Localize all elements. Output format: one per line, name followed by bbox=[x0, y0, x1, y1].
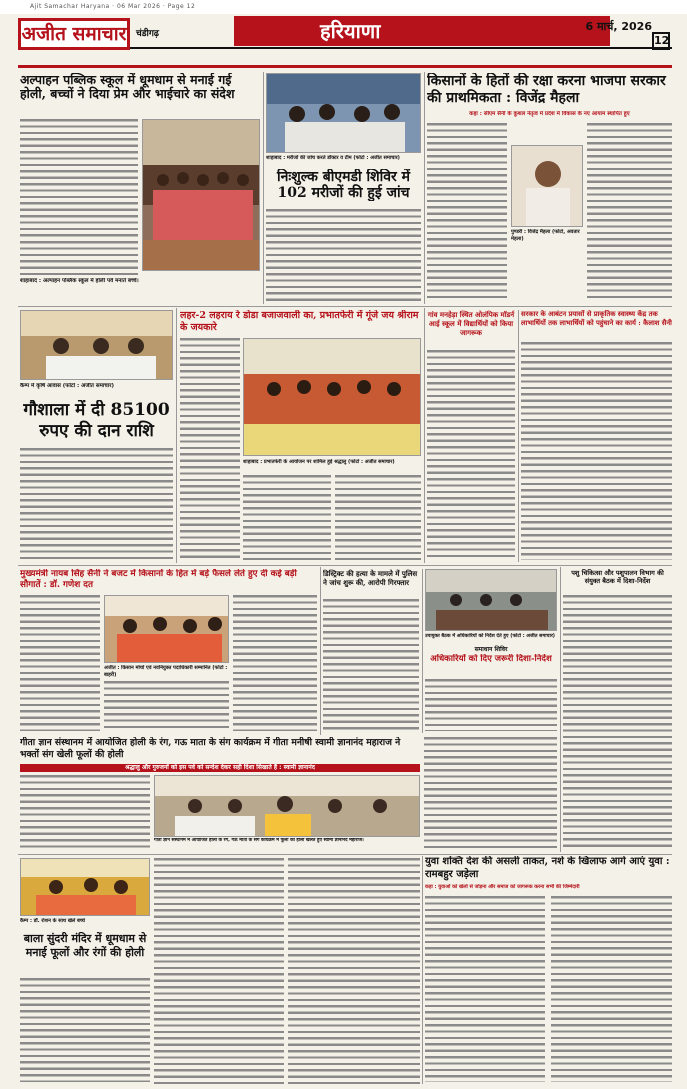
article-text bbox=[20, 978, 150, 1082]
headline: युवा शक्ति देश की असली ताकत, नशे के खिलाफ आगे आएं युवा : रामबहुर जड़ेला bbox=[425, 856, 670, 880]
headline: डिस्ट्रिक्ट की हत्या के मामले में पुलिस ने जांच शुरू की, आरोपी गिरफ्तार bbox=[323, 569, 418, 587]
photo bbox=[511, 145, 583, 227]
photo-caption: कैम्प : डॉ. रोशन के साथ खेले बच्चे bbox=[20, 918, 85, 924]
article-text bbox=[233, 595, 317, 731]
procession-photo bbox=[244, 339, 421, 456]
story-veterinary-meeting bbox=[563, 569, 672, 852]
story-prabhatpheri bbox=[180, 310, 421, 562]
story-school-awareness bbox=[427, 310, 515, 562]
story-vijender-mehla bbox=[427, 73, 672, 303]
page-number: 12 bbox=[652, 32, 670, 50]
masthead-rule bbox=[130, 47, 672, 49]
article-text bbox=[243, 475, 331, 560]
masthead bbox=[18, 16, 672, 68]
column-divider bbox=[518, 310, 519, 562]
column-divider bbox=[560, 567, 561, 852]
row-divider bbox=[18, 565, 672, 566]
photo bbox=[243, 338, 421, 456]
headline: सरकार के आबंटन प्रयासों से प्राकृतिक स्वास्थ्य केंद्र तक लाभार्थियों तक लाभार्थियों को पहुंचाने का कार्य : कैलाश सैनी bbox=[521, 310, 672, 327]
article-text bbox=[154, 858, 284, 1084]
photo bbox=[142, 119, 260, 271]
headline: निःशुल्क बीएमडी शिविर में 102 मरीजों की हुई जांच bbox=[277, 169, 410, 201]
row-divider bbox=[18, 306, 672, 307]
column-divider bbox=[422, 569, 423, 733]
photo-caption: शाहाबाद : मरीजों की जांच करते डॉक्टर व टीम (फोटो : अजीत समाचार) bbox=[266, 155, 400, 161]
article-text bbox=[424, 737, 557, 850]
column-divider bbox=[176, 308, 177, 563]
photo-caption: उपायुक्त बैठक में अधिकारियों को निर्देश देते हुए (फोटो : अजीत समाचार) bbox=[425, 634, 555, 639]
story-banner: श्रद्धालु और गुरुजनों को इस पर्व को सन्देश देकर सही दिशा सिखाते हैं : स्वामी ज्ञानानंद bbox=[20, 764, 420, 772]
headline: अधिकारियों को दिए जरूरी दिशा-निर्देश bbox=[430, 654, 552, 664]
story-bmd-camp bbox=[266, 73, 421, 303]
issue-date: 6 मार्च, 2026 bbox=[585, 20, 652, 33]
story-kailash-saini bbox=[521, 310, 672, 562]
article-text bbox=[266, 209, 421, 301]
article-text bbox=[427, 350, 515, 560]
story-school-holi bbox=[20, 73, 260, 303]
story-police-case bbox=[323, 569, 419, 733]
photo-caption: कैम्प में कृषि आवास (फोटो : अजीत समाचार) bbox=[20, 383, 114, 389]
newspaper-logo: अजीत समाचार bbox=[18, 18, 130, 50]
article-text bbox=[335, 475, 421, 560]
article-text bbox=[20, 241, 138, 275]
students-photo bbox=[143, 120, 260, 271]
article-text bbox=[20, 119, 138, 239]
article-text bbox=[20, 595, 100, 731]
story-budget-farmers bbox=[20, 569, 317, 733]
headline: गांव मनहेड़ा स्थित ओलंपिक मॉडर्न आई स्कूल में विद्यार्थियों को किया जागरूक bbox=[427, 310, 515, 337]
subheadline: कहा : सीएम सैनी के कुशल नेतृत्व में प्रदेश में विकास के नए आयाम स्थापित हुए bbox=[469, 111, 630, 117]
doctors-photo bbox=[267, 74, 421, 153]
article-text bbox=[20, 775, 150, 850]
photo-caption: शाहाबाद : अल्पाहन पब्लिक स्कूल में होली पर्व मनाते बच्चे। bbox=[20, 278, 139, 284]
headline: अल्पाहन पब्लिक स्कूल में धूमधाम से मनाई गई होली, बच्चों ने दिया प्रेम और भाईचारे का संदेश bbox=[20, 73, 235, 101]
photo bbox=[266, 73, 421, 153]
print-info-strip: Ajit Samachar Haryana · 06 Mar 2026 · Page 12 bbox=[0, 0, 687, 14]
headline: किसानों के हितों की रक्षा करना भाजपा सरकार की प्राथमिकता : विजेंद्र मैहला bbox=[427, 73, 666, 106]
photo-caption: पुण्डरी : विजेंद्र मैहला (फोटो, अवतार मेहला) bbox=[511, 229, 580, 242]
article-text bbox=[425, 896, 545, 1082]
portrait-photo bbox=[512, 146, 583, 227]
article-text bbox=[587, 123, 672, 301]
headline: मुख्यमंत्री नायब सिंह सैनी ने बजट में किसानों के हित में बड़े फैसले लेते हुए दी कई बड़ी सौगातें : डॉ. गणेश दत bbox=[20, 569, 297, 590]
story-gaushala-donation bbox=[20, 310, 173, 562]
article-text bbox=[323, 599, 419, 731]
column-divider bbox=[424, 308, 425, 563]
photo bbox=[425, 569, 557, 631]
subheadline: कहा : युवाओं को खेलों से जोड़ना और समाज को जागरूक करना सभी की जिम्मेदारी bbox=[425, 884, 580, 890]
column-divider bbox=[422, 856, 423, 1084]
row-divider bbox=[18, 854, 672, 855]
kicker: समाधान शिविर bbox=[474, 646, 508, 653]
edition-city: चंडीगढ़ bbox=[136, 29, 159, 39]
article-text bbox=[180, 338, 240, 560]
headline: गीता ज्ञान संस्थानम में आयोजित होली के रंग, गऊ माता के संग कार्यक्रम में गीता मनीषी स्वामी ज्ञानानंद महाराज ने भक्तों संग खेली फूलों की होली bbox=[20, 737, 401, 760]
meeting-photo bbox=[426, 570, 557, 631]
column-divider bbox=[424, 72, 425, 304]
photo-caption: शाहाबाद : प्रभातफेरी के आयोजन पर शामिल हुई श्रद्धालु (फोटो : अजीत समाचार) bbox=[243, 459, 395, 465]
article-text bbox=[563, 595, 672, 850]
article-text bbox=[521, 342, 672, 560]
article-text bbox=[551, 896, 672, 1082]
article-text bbox=[425, 679, 557, 731]
column-divider bbox=[320, 567, 321, 735]
article-text bbox=[20, 448, 173, 560]
photo bbox=[20, 858, 150, 916]
story-gita-holi bbox=[20, 737, 557, 852]
temple-photo bbox=[21, 859, 150, 916]
headline: बाला सुंदरी मंदिर में धूमधाम से मनाई फूलों और रंगों की होली bbox=[23, 932, 147, 959]
column-divider bbox=[263, 72, 264, 304]
holi-photo bbox=[155, 776, 420, 837]
article-text bbox=[427, 123, 507, 301]
headline: गौशाला में दी 85100 रुपए की दान राशि bbox=[23, 400, 170, 441]
headline: पशु चिकित्सा और पशुपालन विभाग की संयुक्त बैठक में दिशा-निर्देश bbox=[571, 569, 664, 585]
article-text bbox=[104, 681, 229, 731]
donation-photo bbox=[21, 311, 173, 380]
story-bala-sundari bbox=[20, 858, 150, 1084]
photo bbox=[154, 775, 420, 837]
photo-caption: गीता ज्ञान संस्थानम में आयोजित होली के रंग, गऊ माता के संग कार्यक्रम में फूलों की होली खेलते हुए स्वामी ज्ञानानंद महाराज। bbox=[154, 838, 364, 843]
article-text bbox=[288, 858, 420, 1084]
story-samadhan-shivir bbox=[425, 569, 557, 733]
section-title: हरियाणा bbox=[234, 16, 610, 46]
headline: लहर-2 लहराय रे डोडा बजाजवाली का, प्रभातफेरी में गूंजे जय श्रीराम के जयकारे bbox=[180, 310, 419, 333]
photo bbox=[104, 595, 229, 663]
photo-caption: अजीत : किसान मोर्चा एवं नवनियुक्त पदाधिकारी सम्मानित (फोटो : बाहरी) bbox=[104, 665, 228, 678]
photo bbox=[20, 310, 173, 380]
felicitation-photo bbox=[105, 596, 229, 663]
story-youth-drugs bbox=[425, 856, 672, 1084]
